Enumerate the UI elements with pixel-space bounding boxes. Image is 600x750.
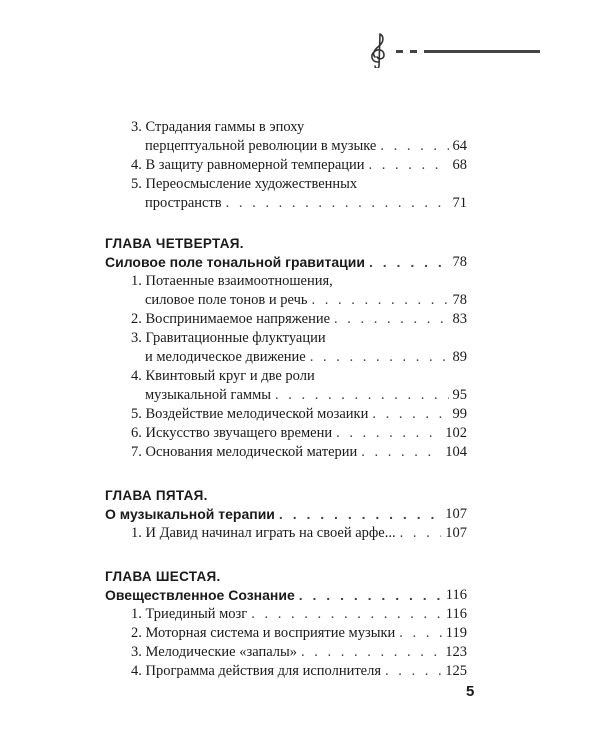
toc-item[interactable]	[131, 367, 467, 405]
toc-page-number: 78	[452, 254, 467, 270]
toc-item[interactable]	[131, 405, 467, 424]
leader-dots	[336, 424, 441, 443]
toc-item-title: 2. Моторная система и восприятие музыки	[131, 625, 396, 641]
toc-item-title: 5. Переосмысление художественных	[131, 176, 358, 192]
toc-page-number: 95	[452, 387, 467, 403]
leader-dots	[380, 137, 448, 156]
leader-dots	[299, 586, 442, 605]
toc-item[interactable]	[131, 624, 467, 643]
toc-item-title: 1. Потаенные взаимоотношения,	[131, 273, 333, 289]
leader-dots	[361, 443, 441, 462]
toc-item[interactable]	[131, 443, 467, 462]
toc-item[interactable]	[131, 424, 467, 443]
chapter-title: Силовое поле тональной гравитации	[105, 254, 365, 270]
treble-clef-icon	[360, 28, 540, 68]
toc-item-title: 1. Триединый мозг	[131, 606, 248, 622]
toc-item[interactable]	[131, 272, 467, 310]
leader-dots	[399, 624, 442, 643]
leader-dots	[400, 524, 442, 543]
toc-page-number: 116	[445, 587, 467, 603]
toc-item[interactable]	[131, 662, 467, 681]
chapter-title: О музыкальной терапии	[105, 506, 275, 522]
toc-item[interactable]	[131, 118, 467, 156]
toc-page-number: 89	[452, 349, 467, 365]
toc-item[interactable]	[131, 310, 467, 329]
leader-dots	[279, 505, 441, 524]
toc-item[interactable]	[131, 156, 467, 175]
toc-item-title: 4. Программа действия для исполнителя	[131, 663, 382, 679]
page-number: 5	[466, 683, 475, 700]
toc-page-number: 116	[445, 606, 467, 622]
toc-item-title: 4. В защиту равномерной темперации	[131, 157, 365, 173]
leader-dots	[251, 605, 442, 624]
toc-item-title: 7. Основания мелодической материи	[131, 444, 358, 460]
toc-item-title-cont: и мелодическое движение	[145, 349, 306, 365]
toc-page-number: 64	[452, 138, 467, 154]
leader-dots	[385, 662, 441, 681]
leader-dots	[275, 386, 448, 405]
toc-item-title: 4. Квинтовый круг и две роли	[131, 368, 315, 384]
toc-item-title-cont: перцептуальной революции в музыке	[145, 138, 377, 154]
chapter-title: Овеществленное Сознание	[105, 587, 295, 603]
table-of-contents	[105, 118, 467, 681]
toc-page-number: 123	[445, 644, 467, 660]
chapter-title-entry[interactable]	[105, 253, 467, 272]
toc-page-number: 119	[445, 625, 467, 641]
toc-page-number: 99	[452, 406, 467, 422]
toc-item-title: 3. Страдания гаммы в эпоху	[131, 119, 305, 135]
toc-item-title-cont: силовое поле тонов и речь	[145, 292, 308, 308]
toc-page-number: 107	[445, 506, 467, 522]
toc-item[interactable]	[131, 524, 467, 543]
leader-dots	[310, 348, 449, 367]
toc-page-number: 78	[452, 292, 467, 308]
leader-dots	[226, 194, 449, 213]
header-ornament	[360, 28, 540, 68]
toc-item-title: 3. Мелодические «запалы»	[131, 644, 298, 660]
toc-page-number: 71	[452, 195, 467, 211]
chapter-title-entry[interactable]	[105, 586, 467, 605]
toc-page-number: 83	[452, 311, 467, 327]
toc-item[interactable]	[131, 329, 467, 367]
toc-item[interactable]	[131, 175, 467, 213]
chapter-heading: ГЛАВА ШЕСТАЯ.	[105, 569, 221, 584]
toc-item-title: 5. Воздействие мелодической мозаики	[131, 406, 369, 422]
toc-item[interactable]	[131, 643, 467, 662]
toc-item-title-cont: пространств	[145, 195, 222, 211]
chapter-title-entry[interactable]	[105, 505, 467, 524]
toc-page-number: 107	[445, 525, 467, 541]
leader-dots	[334, 310, 448, 329]
toc-item-title: 3. Гравитационные флуктуации	[131, 330, 326, 346]
chapter-heading: ГЛАВА ПЯТАЯ.	[105, 488, 208, 503]
toc-item[interactable]	[131, 605, 467, 624]
toc-page-number: 104	[445, 444, 467, 460]
toc-item-title: 2. Воспринимаемое напряжение	[131, 311, 331, 327]
leader-dots	[369, 253, 449, 272]
leader-dots	[369, 156, 449, 175]
toc-page-number: 125	[445, 663, 467, 679]
leader-dots	[312, 291, 449, 310]
leader-dots	[301, 643, 441, 662]
leader-dots	[372, 405, 448, 424]
chapter-heading: ГЛАВА ЧЕТВЕРТАЯ.	[105, 236, 244, 251]
toc-page-number: 68	[452, 157, 467, 173]
toc-item-title: 6. Искусство звучащего времени	[131, 425, 333, 441]
toc-item-title: 1. И Давид начинал играть на своей арфе...	[131, 525, 396, 541]
toc-item-title-cont: музыкальной гаммы	[145, 387, 272, 403]
toc-page-number: 102	[445, 425, 467, 441]
